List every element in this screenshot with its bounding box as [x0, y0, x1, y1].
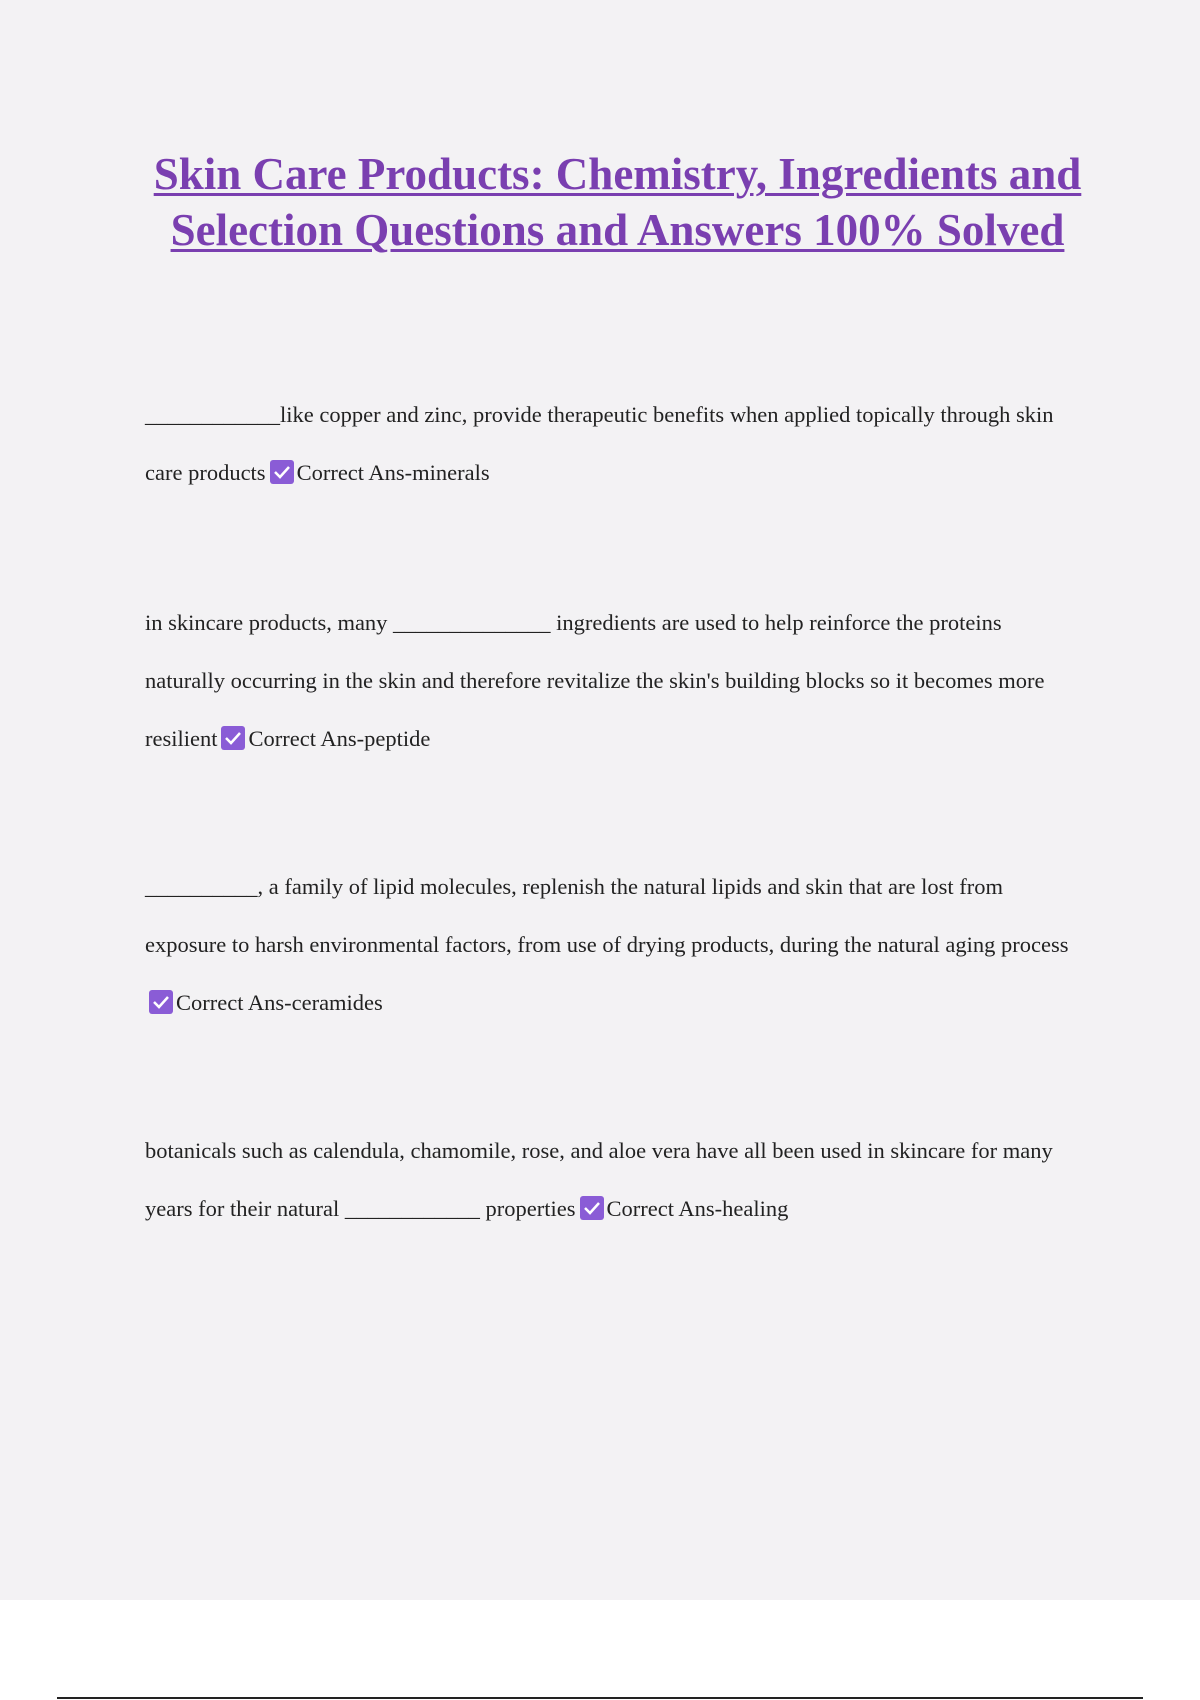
- document-title: Skin Care Products: Chemistry, Ingredients and Selection Questions and Answers 100% Solved: [153, 149, 1082, 255]
- question-text: ____________like copper and zinc, provide therapeutic benefits when applied topically through skin care products: [145, 402, 1054, 485]
- check-box-icon: [270, 460, 294, 484]
- answer-text: Correct Ans-healing: [606, 1196, 789, 1221]
- check-box-icon: [580, 1196, 604, 1220]
- answer-text: Correct Ans-peptide: [248, 726, 431, 751]
- bottom-divider: [57, 1697, 1143, 1699]
- question-item: [145, 858, 1085, 1032]
- answer-text: Correct Ans-minerals: [296, 460, 490, 485]
- question-text: in skincare products, many ______________ ingredients are used to help reinforce the proteins naturally occurring in the skin and therefore revitalize the skin's building blocks so it becomes more resilient: [145, 610, 1045, 751]
- question-item: [145, 594, 1085, 768]
- check-box-icon: [149, 990, 173, 1014]
- check-box-icon: [221, 726, 245, 750]
- answer-text: Correct Ans-ceramides: [176, 990, 383, 1015]
- question-item: [145, 386, 1085, 502]
- question-item: [145, 1122, 1085, 1238]
- question-text: __________, a family of lipid molecules, replenish the natural lipids and skin that are lost from exposure to harsh environmental factors, from use of drying products, during the natural aging process: [145, 874, 1069, 957]
- question-text: botanicals such as calendula, chamomile, rose, and aloe vera have all been used in skincare for many years for their natural ____________ properties: [145, 1138, 1053, 1221]
